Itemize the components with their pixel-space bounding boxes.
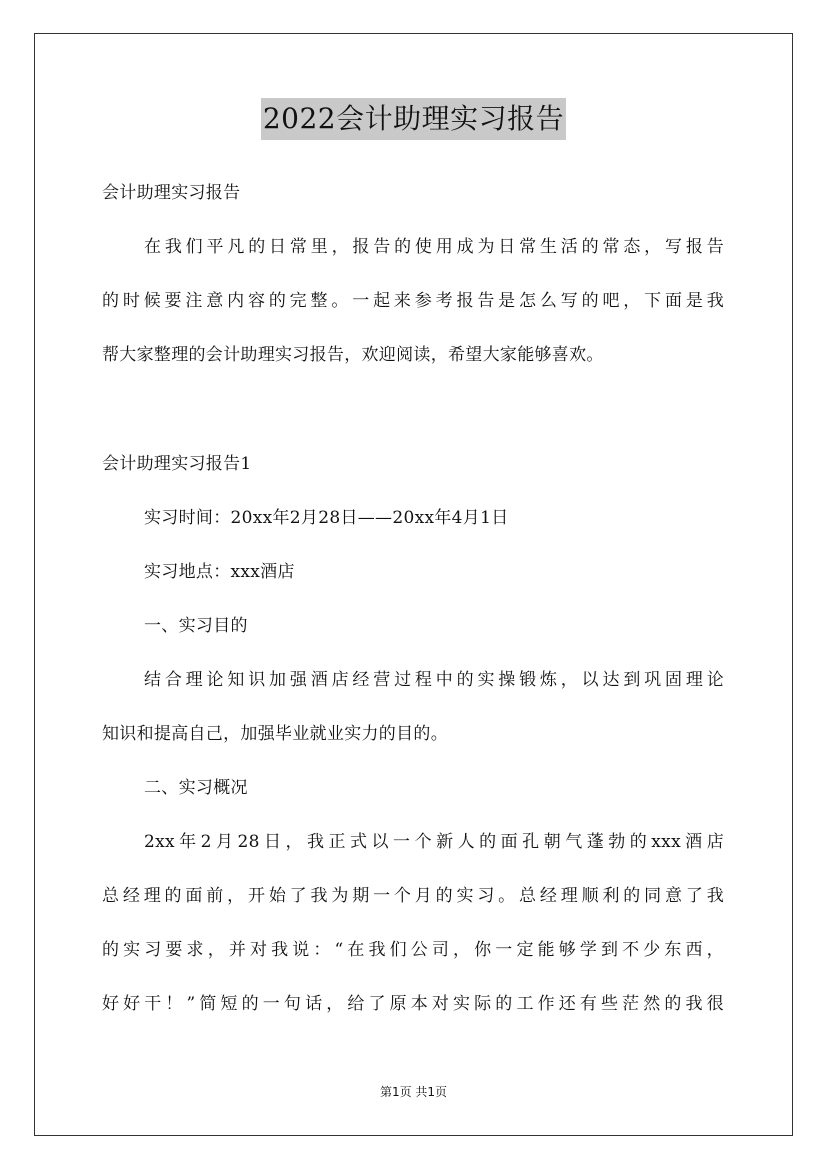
overview-line: 好好干！”简短的一句话，给了原本对实际的工作还有些茫然的我很: [102, 994, 724, 1014]
internship-location: 实习地点：xxx酒店: [144, 562, 295, 582]
internship-time: 实习时间：20xx年2月28日——20xx年4月1日: [144, 508, 509, 528]
overview-line: 总经理的面前，开始了我为期一个月的实习。总经理顺利的同意了我: [102, 886, 724, 906]
overview-heading: 二、实习概况: [144, 778, 248, 798]
purpose-heading: 一、实习目的: [144, 616, 248, 636]
purpose-line: 结合理论知识加强酒店经营过程中的实操锻炼，以达到巩固理论: [144, 670, 724, 690]
section-heading: 会计助理实习报告1: [102, 454, 252, 474]
intro-line: 在我们平凡的日常里，报告的使用成为日常生活的常态，写报告: [144, 237, 724, 257]
document-title: 2022会计助理实习报告: [261, 98, 566, 140]
page-footer: 第1页 共1页: [379, 1085, 448, 1099]
purpose-line: 知识和提高自己，加强毕业就业实力的目的。: [102, 724, 448, 744]
intro-line: 的时候要注意内容的完整。一起来参考报告是怎么写的吧，下面是我: [102, 291, 724, 311]
overview-line: 的实习要求，并对我说：“在我们公司，你一定能够学到不少东西，: [102, 940, 724, 960]
title-container: [0, 98, 827, 140]
intro-line: 帮大家整理的会计助理实习报告，欢迎阅读，希望大家能够喜欢。: [102, 345, 604, 365]
document-subtitle: 会计助理实习报告: [102, 183, 241, 203]
overview-line: 2xx年2月28日，我正式以一个新人的面孔朝气蓬勃的xxx酒店: [144, 832, 724, 852]
